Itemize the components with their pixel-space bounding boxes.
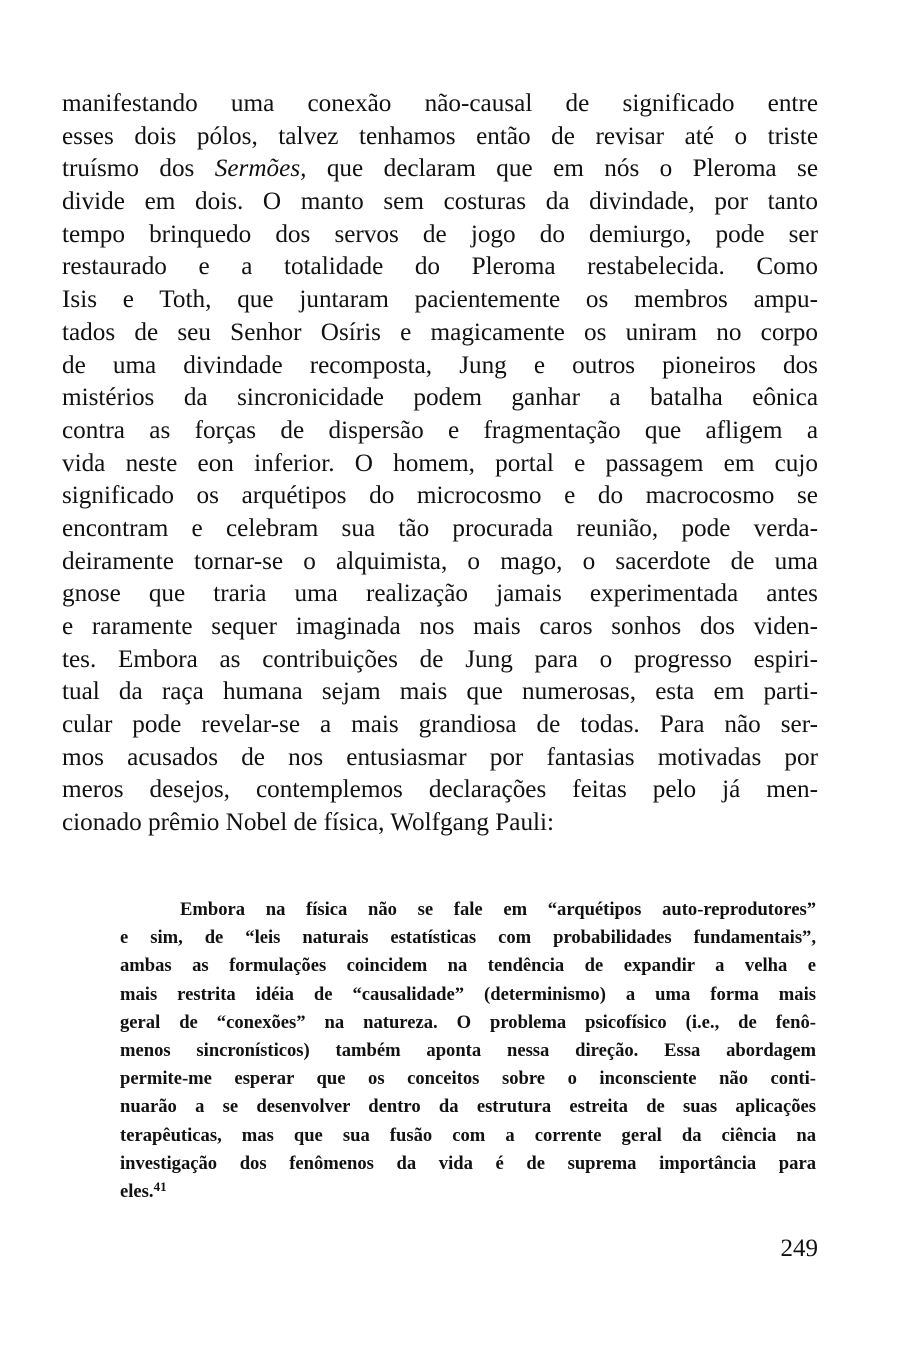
body-line: meros desejos, contemplemos declarações feitas pelo já men- bbox=[62, 776, 818, 804]
body-line: encontram e celebram sua tão procurada reunião, pode verda- bbox=[62, 514, 818, 542]
footnote-marker: 41 bbox=[153, 1178, 167, 1194]
page-number: 249 bbox=[780, 1235, 818, 1262]
body-line: restaurado e a totalidade do Pleroma restabelecida. Como bbox=[62, 253, 818, 281]
quote-line: nuarão a se desenvolver dentro da estrutura estreita de suas aplicações bbox=[120, 1096, 816, 1118]
quote-line: permite-me esperar que os conceitos sobre o inconsciente não conti- bbox=[120, 1068, 816, 1090]
body-line: Isis e Toth, que juntaram pacientemente os membros ampu- bbox=[62, 286, 818, 314]
body-line: divide em dois. O manto sem costuras da divindade, por tanto bbox=[62, 188, 818, 216]
block-quote bbox=[120, 896, 816, 1206]
page bbox=[62, 88, 818, 1202]
body-line: e raramente sequer imaginada nos mais caros sonhos dos viden- bbox=[62, 613, 818, 640]
quote-last-text: eles. bbox=[120, 1180, 154, 1202]
quote-line: Embora na física não se fale em “arquétipos auto-reprodutores” bbox=[180, 899, 816, 920]
quote-line: mais restrita idéia de “causalidade” (determinismo) a uma forma mais bbox=[120, 983, 816, 1005]
body-line: significado os arquétipos do microcosmo e do macrocosmo se bbox=[62, 482, 818, 510]
body-line: cular pode revelar-se a mais grandiosa de todas. Para não ser- bbox=[62, 711, 818, 739]
body-line-post: que declaram que em nós o Pleroma se bbox=[306, 155, 818, 183]
body-line: contra as forças de dispersão e fragmentação que afligem a bbox=[62, 416, 818, 444]
body-line: deiramente tornar-se o alquimista, o mago, o sacerdote de uma bbox=[62, 547, 818, 575]
quote-line: investigação dos fenômenos da vida é de suprema importância para bbox=[120, 1152, 816, 1174]
quote-line: terapêuticas, mas que sua fusão com a corrente geral da ciência na bbox=[120, 1124, 816, 1146]
body-line bbox=[62, 153, 818, 186]
body-line: tes. Embora as contribuições de Jung para o progresso espiri- bbox=[62, 645, 818, 673]
body-line: tados de seu Senhor Osíris e magicamente os uniram no corpo bbox=[62, 318, 818, 346]
body-line: mistérios da sincronicidade podem ganhar a batalha eônica bbox=[62, 384, 818, 412]
quote-line: e sim, de “leis naturais estatísticas com probabilidades fundamentais”, bbox=[120, 927, 816, 949]
body-paragraph bbox=[62, 88, 818, 840]
quote-line bbox=[120, 1178, 816, 1206]
sermoes-title: Sermões, bbox=[214, 155, 307, 183]
body-line: mos acusados de nos entusiasmar por fantasias motivadas por bbox=[62, 743, 818, 771]
body-line-pre: truísmo dos bbox=[62, 155, 215, 183]
body-line: tual da raça humana sejam mais que numerosas, esta em parti- bbox=[62, 678, 818, 706]
body-line: manifestando uma conexão não-causal de significado entre bbox=[62, 90, 818, 117]
quote-line: geral de “conexões” na natureza. O problema psicofísico (i.e., de fenô- bbox=[120, 1011, 816, 1033]
body-line: esses dois pólos, talvez tenhamos então de revisar até o triste bbox=[62, 122, 818, 150]
body-line: de uma divindade recomposta, Jung e outros pioneiros dos bbox=[62, 351, 818, 379]
quote-line: ambas as formulações coincidem na tendência de expandir a velha e bbox=[120, 955, 816, 977]
body-line: vida neste eon inferior. O homem, portal e passagem em cujo bbox=[62, 449, 818, 477]
body-line: cionado prêmio Nobel de física, Wolfgang Pauli: bbox=[62, 809, 555, 837]
body-line: gnose que traria uma realização jamais experimentada antes bbox=[62, 580, 818, 608]
quote-line: menos sincronísticos) também aponta nessa direção. Essa abordagem bbox=[120, 1039, 816, 1061]
body-line: tempo brinquedo dos servos de jogo do demiurgo, pode ser bbox=[62, 220, 818, 248]
